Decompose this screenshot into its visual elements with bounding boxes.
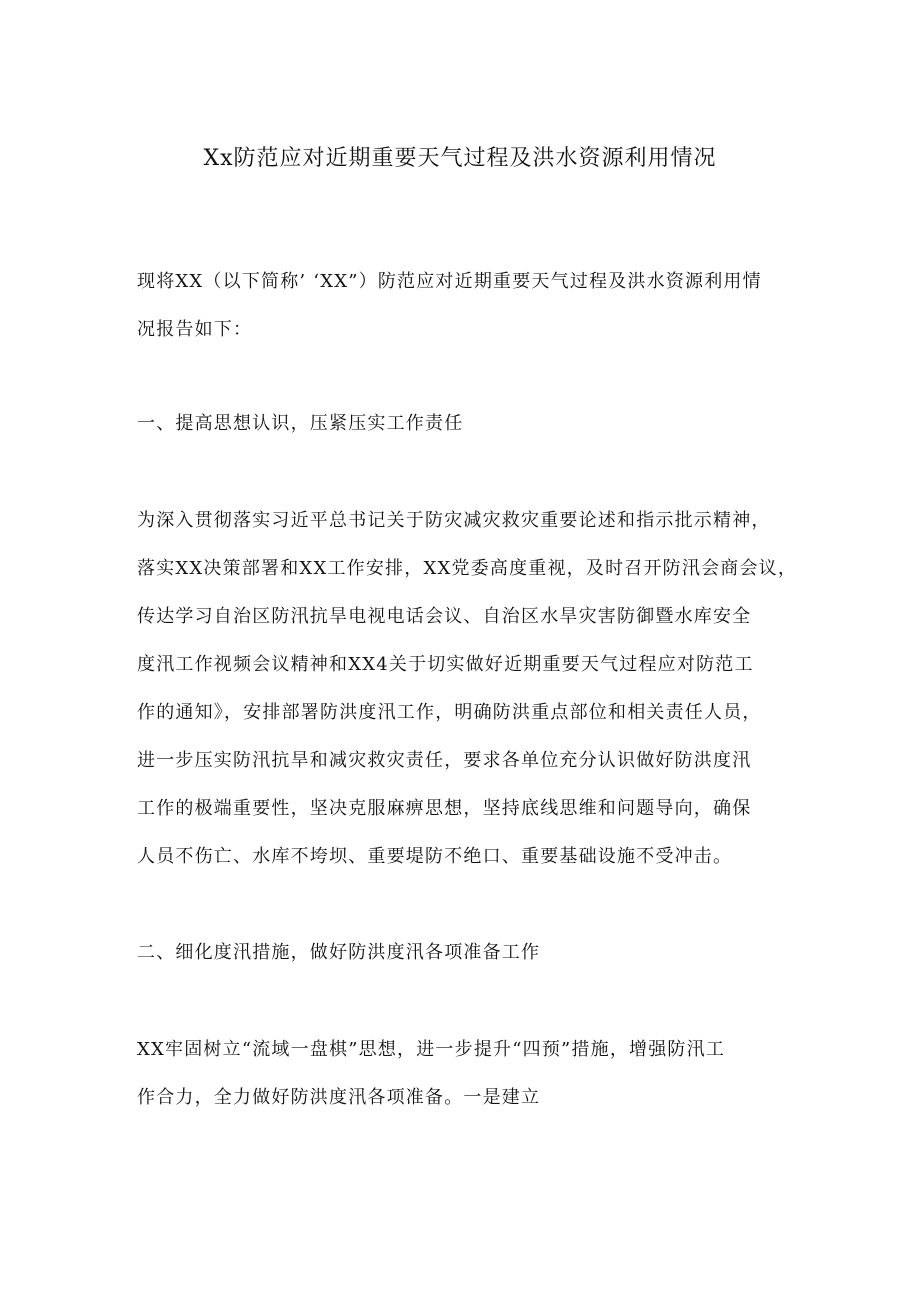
text-line: 作合力，全力做好防洪度汛各项准备。一是建立 — [137, 1087, 541, 1108]
document-title: Xx防范应对近期重要天气过程及洪水资源利用情况 — [203, 146, 717, 171]
section-2-heading: 二、细化度汛措施，做好防洪度汛各项准备工作 — [137, 942, 541, 963]
section-1-heading: 一、提高思想认识，压紧压实工作责任 — [137, 413, 464, 434]
section-2-paragraph — [137, 1026, 797, 1122]
text-line: 传达学习自治区防汛抗旱电视电话会议、自治区水旱灾害防御暨水库安全 — [137, 606, 752, 627]
text-line: 人员不伤亡、水库不垮坝、重要堤防不绝口、重要基础设施不受冲击。 — [137, 846, 733, 867]
section-1-paragraph — [137, 497, 797, 881]
text-line: 度汛工作视频会议精神和XX4关于切实做好近期重要天气过程应对防范工 — [137, 654, 754, 675]
text-line: 进一步压实防汛抗旱和减灾救灾责任，要求各单位充分认识做好防洪度汛 — [137, 750, 752, 771]
text-line: 作的通知》，安排部署防洪度汛工作，明确防洪重点部位和相关责任人员， — [137, 702, 762, 723]
text-line: XX牢固树立“流域一盘棋”思想，进一步提升“四预”措施，增强防汛工 — [137, 1039, 726, 1060]
text-line: 况报告如下： — [137, 319, 253, 340]
text-line: 工作的极端重要性，坚决克服麻痹思想，坚持底线思维和问题导向，确保 — [137, 798, 752, 819]
text-line: 为深入贯彻落实习近平总书记关于防灾减灾救灾重要论述和指示批示精神， — [137, 510, 771, 531]
intro-paragraph — [137, 258, 797, 354]
text-line: 现将XX（以下简称’ ‘XX”）防范应对近期重要天气过程及洪水资源利用情 — [137, 271, 762, 292]
text-line: 落实XX决策部署和XX工作安排，XX党委高度重视，及时召开防汛会商会议， — [137, 558, 798, 579]
